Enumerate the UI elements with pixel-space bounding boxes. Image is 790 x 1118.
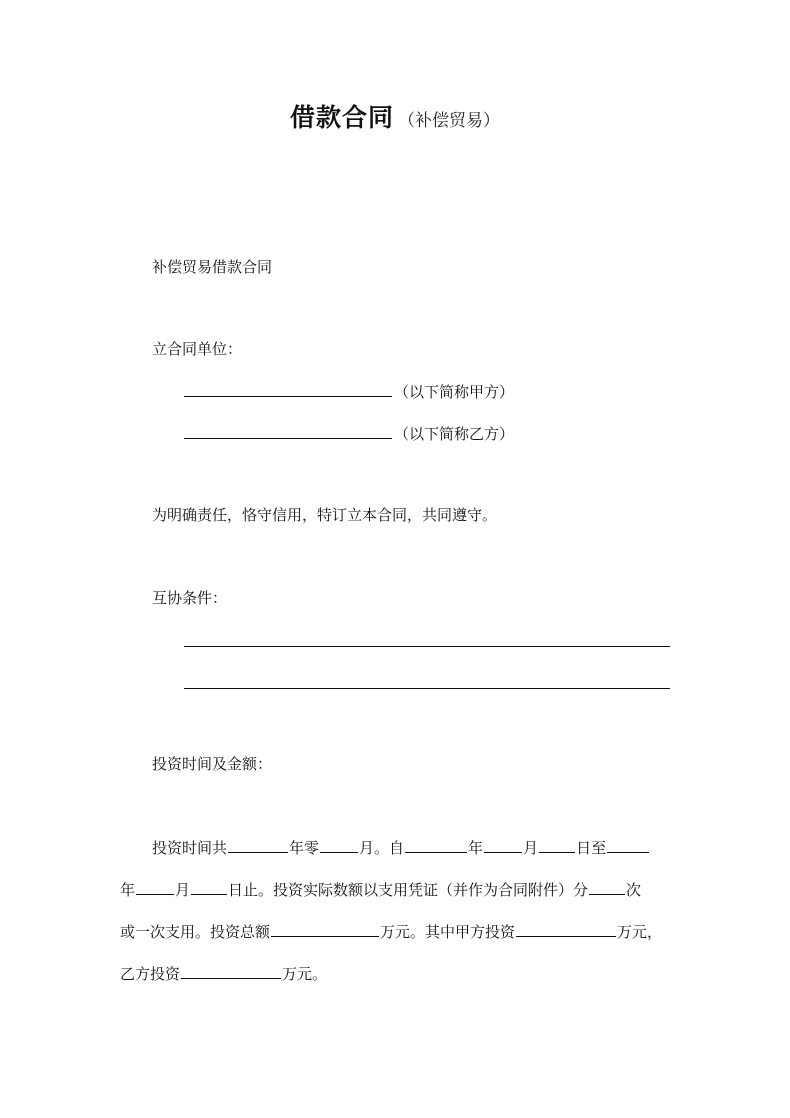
investment-para-line-3: [120, 920, 662, 943]
para-text: 年: [120, 881, 136, 899]
para-text: 日止。投资实际数额以支用凭证（并作为合同附件）分: [228, 881, 589, 899]
cooperation-blank-2[interactable]: [184, 688, 670, 689]
party-b-suffix: （以下简称乙方）: [394, 425, 515, 443]
investment-heading: 投资时间及金额：: [152, 755, 273, 773]
para-text: 万元。: [282, 965, 328, 983]
party-a-investment-blank[interactable]: [516, 920, 616, 937]
title-main: 借款合同: [289, 103, 394, 132]
end-year-blank[interactable]: [607, 836, 649, 853]
para-text: 月。自: [359, 839, 405, 857]
cooperation-heading: 互协条件：: [152, 589, 228, 607]
para-text: 万元。其中甲方投资: [380, 923, 516, 941]
para-text: 日至: [576, 839, 607, 857]
party-a-blank[interactable]: [184, 379, 392, 397]
parties-heading: 立合同单位：: [152, 340, 243, 358]
contract-subtitle: 补偿贸易借款合同: [152, 258, 273, 276]
cooperation-blank-1[interactable]: [184, 646, 670, 647]
months-blank[interactable]: [320, 836, 358, 853]
para-text: 月: [523, 839, 539, 857]
para-text: 或一次支用。投资总额: [120, 923, 271, 941]
party-a-line: [184, 379, 514, 403]
para-text: 乙方投资: [120, 965, 181, 983]
party-b-blank[interactable]: [184, 421, 392, 439]
para-text: 次: [626, 881, 642, 899]
para-text: 年: [468, 839, 484, 857]
end-year-cont-blank[interactable]: [136, 878, 174, 895]
installments-blank[interactable]: [589, 878, 625, 895]
years-blank[interactable]: [228, 836, 288, 853]
total-investment-blank[interactable]: [271, 920, 379, 937]
investment-para-line-2: [120, 878, 641, 901]
preamble: 为明确责任，恪守信用，特订立本合同，共同遵守。: [152, 506, 498, 524]
para-text: 投资时间共: [152, 839, 228, 857]
para-text: 万元，: [617, 923, 663, 941]
title-sub: （补偿贸易）: [398, 111, 500, 131]
start-month-blank[interactable]: [484, 836, 522, 853]
document-title: [0, 98, 790, 134]
investment-para-line-1: [152, 836, 650, 859]
para-text: 年零: [289, 839, 320, 857]
party-b-investment-blank[interactable]: [181, 962, 281, 979]
party-a-suffix: （以下简称甲方）: [394, 383, 515, 401]
para-text: 月: [175, 881, 191, 899]
start-day-blank[interactable]: [539, 836, 575, 853]
start-year-blank[interactable]: [405, 836, 467, 853]
party-b-line: [184, 421, 514, 445]
end-month-blank[interactable]: [191, 878, 227, 895]
investment-para-line-4: [120, 962, 327, 985]
